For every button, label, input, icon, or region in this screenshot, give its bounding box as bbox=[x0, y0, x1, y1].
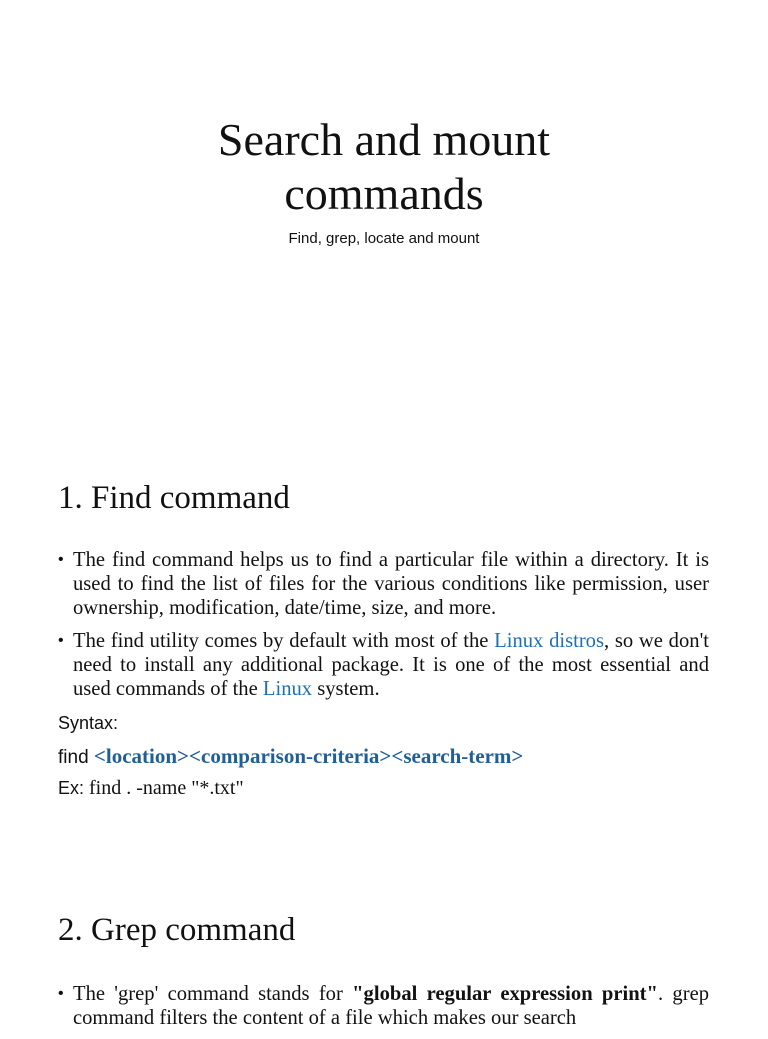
bullet-icon: • bbox=[58, 985, 64, 1002]
grep-bullet-1-text-b: . grep command filters the content of a file which makes our search bbox=[73, 983, 710, 1029]
grep-bullet-1-text-a: The 'grep' command stands for bbox=[73, 983, 353, 1005]
title-slide bbox=[0, 0, 768, 432]
syntax-criteria-arg: <comparison-criteria> bbox=[189, 744, 392, 768]
find-bullet-2 bbox=[58, 629, 709, 701]
presentation-title bbox=[0, 113, 768, 221]
grep-bullet-1 bbox=[58, 982, 709, 1030]
find-bullet-2-text-a: The find utility comes by default with most of the bbox=[73, 630, 495, 652]
title-line-2: commands bbox=[284, 168, 484, 219]
syntax-term-arg: <search-term> bbox=[391, 744, 524, 768]
example-line bbox=[58, 776, 244, 800]
presentation-subtitle: Find, grep, locate and mount bbox=[288, 230, 480, 247]
example-command: find . -name "*.txt" bbox=[89, 777, 244, 799]
syntax-command: find bbox=[58, 747, 94, 768]
title-line-1: Search and mount bbox=[217, 114, 551, 165]
find-command-slide bbox=[0, 432, 768, 864]
bullet-icon: • bbox=[58, 551, 64, 568]
syntax-line bbox=[58, 743, 523, 771]
grep-acronym: "global regular expression print" bbox=[352, 983, 658, 1005]
example-label: Ex: bbox=[58, 778, 90, 798]
grep-heading: 2. Grep command bbox=[58, 912, 296, 948]
find-bullet-1 bbox=[58, 548, 709, 620]
find-heading: 1. Find command bbox=[58, 480, 290, 516]
linux-link[interactable]: Linux bbox=[262, 678, 313, 700]
find-bullet-1-text: The find command helps us to find a particular file within a directory. It is used to find the list of files for the various conditions like permission, user ownership, modification, date/time, size, and more. bbox=[73, 549, 709, 619]
syntax-location-arg: <location> bbox=[93, 744, 190, 768]
grep-bullet-list bbox=[58, 982, 709, 1039]
syntax-label: Syntax: bbox=[58, 713, 119, 733]
find-bullet-list bbox=[58, 548, 709, 710]
find-bullet-2-text-c: system. bbox=[312, 678, 380, 700]
bullet-icon: • bbox=[58, 632, 64, 649]
linux-distros-link[interactable]: Linux distros bbox=[494, 630, 604, 652]
find-bullet-2-text-b: , so we don't need to install any additional package. It is one of the most essential and used commands of the bbox=[73, 630, 710, 700]
grep-command-slide bbox=[0, 864, 768, 1029]
